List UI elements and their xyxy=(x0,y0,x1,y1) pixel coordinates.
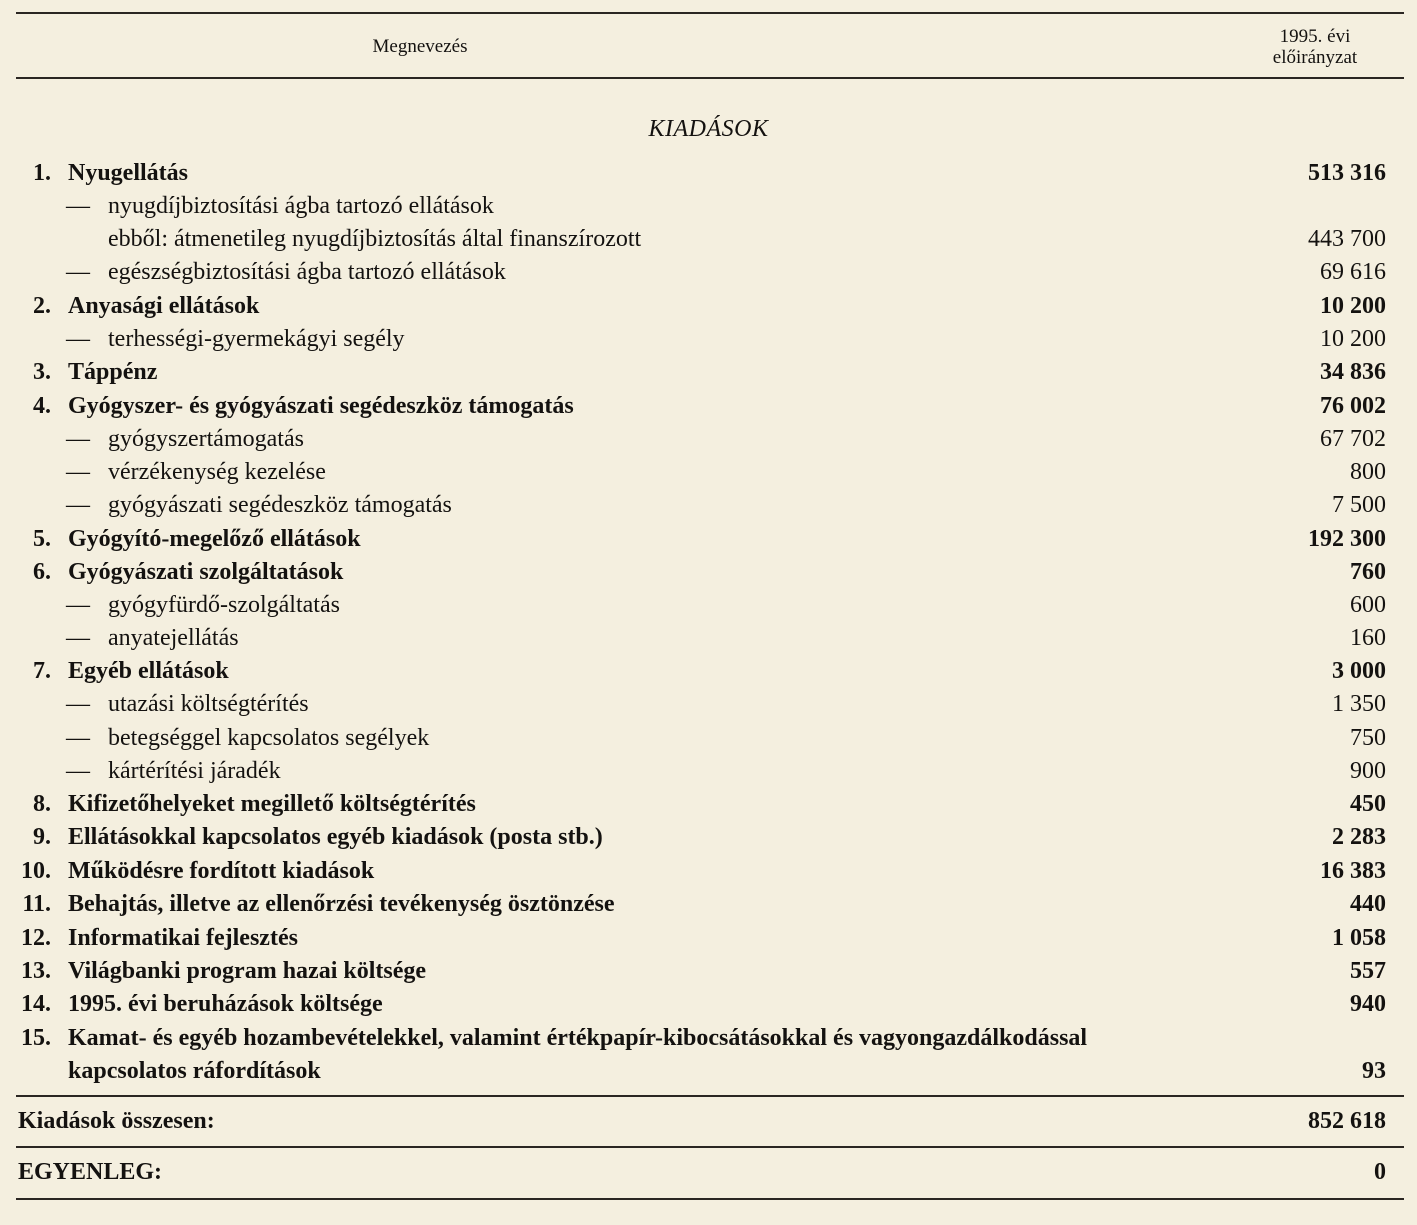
row-label: Informatikai fejlesztés xyxy=(68,925,298,951)
table-row xyxy=(0,423,1417,456)
expenses-total-label: Kiadások összesen: xyxy=(18,1108,215,1134)
row-number: 11. xyxy=(22,891,51,917)
row-value: 440 xyxy=(1350,891,1386,917)
row-label: kapcsolatos ráfordítások xyxy=(68,1058,321,1084)
row-number: 2. xyxy=(33,293,51,319)
table-row xyxy=(0,722,1417,755)
row-label: gyógyászati segédeszköz támogatás xyxy=(108,492,452,518)
balance-row xyxy=(0,1156,1417,1189)
row-value: 160 xyxy=(1350,625,1386,651)
table-row xyxy=(0,821,1417,854)
row-dash: — xyxy=(66,758,90,784)
table-row xyxy=(0,1022,1417,1055)
row-label: vérzékenység kezelése xyxy=(108,459,326,485)
column-header-value-line1: 1995. évi xyxy=(1279,26,1351,47)
row-number: 15. xyxy=(21,1025,51,1051)
row-label: Gyógyító-megelőző ellátások xyxy=(68,526,361,552)
row-dash: — xyxy=(66,459,90,485)
table-row xyxy=(0,190,1417,223)
row-label: gyógyszertámogatás xyxy=(108,426,304,452)
table-row xyxy=(0,390,1417,423)
top-rule xyxy=(16,12,1404,14)
row-dash: — xyxy=(66,259,90,285)
row-number: 9. xyxy=(33,824,51,850)
row-label: Működésre fordított kiadások xyxy=(68,858,375,884)
table-row xyxy=(0,688,1417,721)
row-label: utazási költségtérítés xyxy=(108,691,309,717)
row-label: Világbanki program hazai költsége xyxy=(68,958,427,984)
row-dash: — xyxy=(66,426,90,452)
table-row xyxy=(0,988,1417,1021)
balance-label: EGYENLEG: xyxy=(18,1159,163,1185)
row-value: 600 xyxy=(1350,592,1386,618)
row-label: ebből: átmenetileg nyugdíjbiztosítás által finanszírozott xyxy=(108,226,642,252)
table-row xyxy=(0,323,1417,356)
row-value: 16 383 xyxy=(1320,858,1386,884)
row-label: Gyógyászati szolgáltatások xyxy=(68,559,344,585)
row-label: Nyugellátás xyxy=(68,160,188,186)
header-rule xyxy=(16,77,1404,79)
row-dash: — xyxy=(66,725,90,751)
row-label: terhességi-gyermekágyi segély xyxy=(108,326,405,352)
row-value: 800 xyxy=(1350,459,1386,485)
row-value: 3 000 xyxy=(1332,658,1386,684)
row-label: Behajtás, illetve az ellenőrzési tevékenység ösztönzése xyxy=(68,891,615,917)
column-header-value xyxy=(1240,26,1390,68)
row-value: 7 500 xyxy=(1332,492,1386,518)
table-row xyxy=(0,1055,1417,1088)
table-row xyxy=(0,855,1417,888)
row-label: Kamat- és egyéb hozambevételekkel, valamint értékpapír-kibocsátásokkal és vagyongazdálkodással xyxy=(68,1025,1088,1051)
row-value: 192 300 xyxy=(1308,526,1386,552)
row-value: 67 702 xyxy=(1320,426,1386,452)
column-header-name: Megnevezés xyxy=(372,36,468,57)
row-label: Kifizetőhelyeket megillető költségtérítés xyxy=(68,791,476,817)
table-row xyxy=(0,755,1417,788)
row-value: 1 350 xyxy=(1332,691,1386,717)
balance-value: 0 xyxy=(1374,1159,1386,1185)
row-value: 513 316 xyxy=(1308,160,1386,186)
row-dash: — xyxy=(66,193,90,219)
row-value: 34 836 xyxy=(1320,359,1386,385)
row-dash: — xyxy=(66,326,90,352)
row-label: Egyéb ellátások xyxy=(68,658,229,684)
row-value: 76 002 xyxy=(1320,393,1386,419)
row-dash: — xyxy=(66,592,90,618)
table-row xyxy=(0,788,1417,821)
row-dash: — xyxy=(66,691,90,717)
row-number: 6. xyxy=(33,559,51,585)
table-row xyxy=(0,622,1417,655)
table-row xyxy=(0,523,1417,556)
row-dash: — xyxy=(66,492,90,518)
row-label: Gyógyszer- és gyógyászati segédeszköz támogatás xyxy=(68,393,574,419)
table-row xyxy=(0,456,1417,489)
row-value: 2 283 xyxy=(1332,824,1386,850)
row-value: 10 200 xyxy=(1320,326,1386,352)
row-value: 450 xyxy=(1350,791,1386,817)
row-label: Ellátásokkal kapcsolatos egyéb kiadások (posta stb.) xyxy=(68,824,603,850)
row-value: 1 058 xyxy=(1332,925,1386,951)
table-row xyxy=(0,655,1417,688)
column-header-value-line2: előirányzat xyxy=(1272,47,1358,68)
table-row xyxy=(0,489,1417,522)
bottom-rule xyxy=(16,1198,1404,1200)
row-value: 443 700 xyxy=(1308,226,1386,252)
row-number: 5. xyxy=(33,526,51,552)
row-number: 8. xyxy=(33,791,51,817)
row-value: 940 xyxy=(1350,991,1386,1017)
row-label: nyugdíjbiztosítási ágba tartozó ellátások xyxy=(108,193,494,219)
table-row xyxy=(0,356,1417,389)
row-label: betegséggel kapcsolatos segélyek xyxy=(108,725,430,751)
row-number: 14. xyxy=(21,991,51,1017)
totals-rule xyxy=(16,1095,1404,1097)
table-row xyxy=(0,589,1417,622)
row-value: 900 xyxy=(1350,758,1386,784)
row-number: 4. xyxy=(33,393,51,419)
row-number: 12. xyxy=(21,925,51,951)
row-dash: — xyxy=(66,625,90,651)
row-value: 10 200 xyxy=(1320,293,1386,319)
row-label: gyógyfürdő-szolgáltatás xyxy=(108,592,340,618)
row-label: anyatejellátás xyxy=(108,625,239,651)
row-value: 69 616 xyxy=(1320,259,1386,285)
row-number: 10. xyxy=(21,858,51,884)
row-number: 3. xyxy=(33,359,51,385)
table-row xyxy=(0,290,1417,323)
row-label: Táppénz xyxy=(68,359,158,385)
row-label: Anyasági ellátások xyxy=(68,293,260,319)
row-value: 93 xyxy=(1362,1058,1386,1084)
row-number: 7. xyxy=(33,658,51,684)
table-row xyxy=(0,157,1417,190)
table-row xyxy=(0,922,1417,955)
balance-rule xyxy=(16,1146,1404,1148)
row-label: kártérítési járadék xyxy=(108,758,281,784)
row-value: 760 xyxy=(1350,559,1386,585)
row-label: egészségbiztosítási ágba tartozó ellátások xyxy=(108,259,506,285)
section-title: KIADÁSOK xyxy=(648,116,769,142)
row-value: 557 xyxy=(1350,958,1386,984)
row-label: 1995. évi beruházások költsége xyxy=(68,991,383,1017)
table-row xyxy=(0,888,1417,921)
table-row xyxy=(0,556,1417,589)
row-value: 750 xyxy=(1350,725,1386,751)
expenses-total-value: 852 618 xyxy=(1308,1108,1386,1134)
table-row xyxy=(0,256,1417,289)
table-row xyxy=(0,223,1417,256)
table-row xyxy=(0,955,1417,988)
row-number: 13. xyxy=(21,958,51,984)
expenses-total-row xyxy=(0,1105,1417,1138)
row-number: 1. xyxy=(33,160,51,186)
